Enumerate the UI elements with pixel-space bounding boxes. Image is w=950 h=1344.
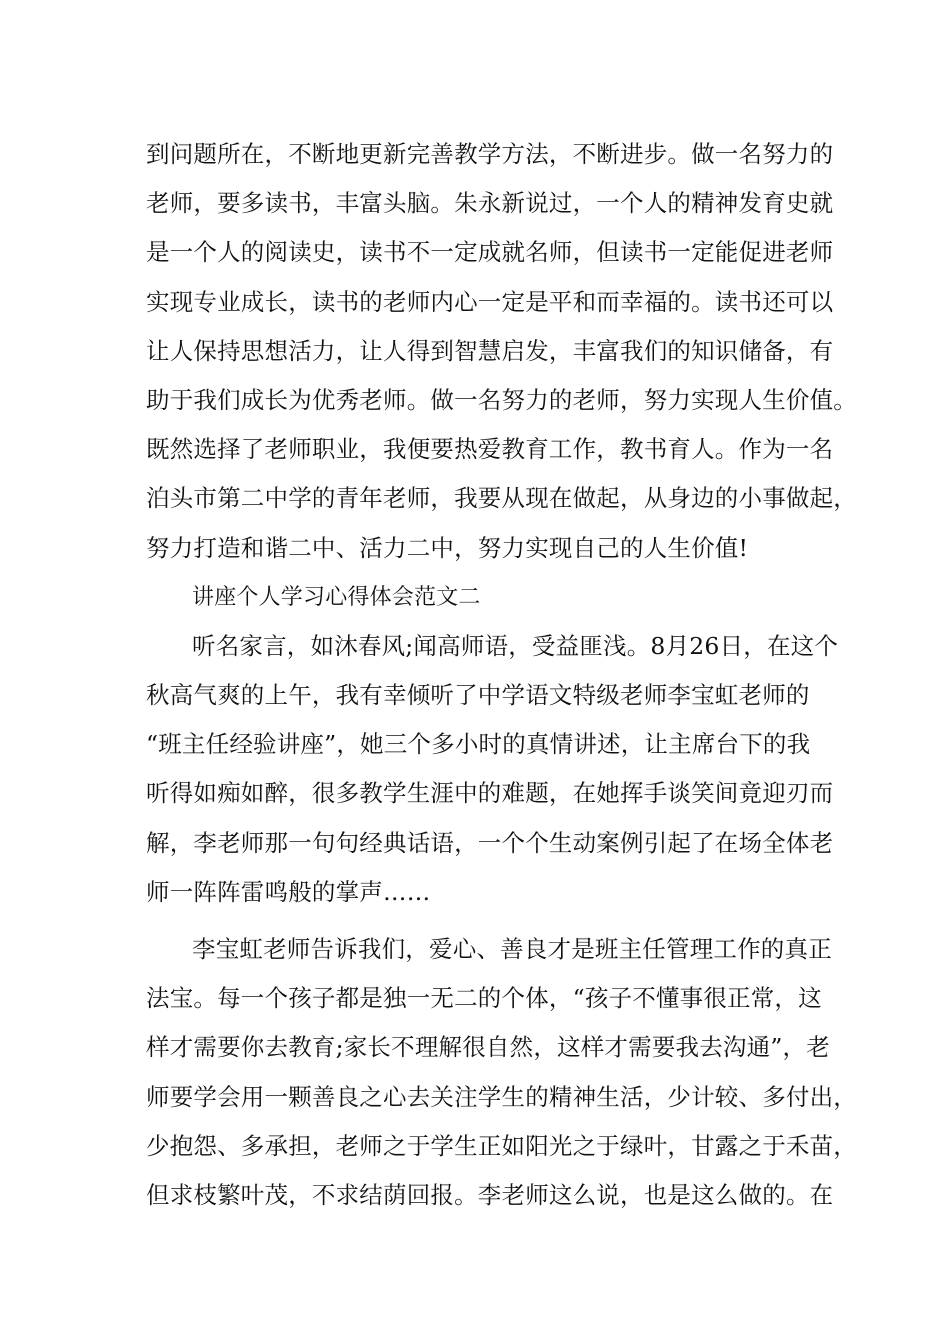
paragraph-3-line: 但求枝繁叶茂，不求结荫回报。李老师这么说，也是这么做的。在 bbox=[146, 1180, 834, 1209]
paragraph-2-line: 秋高气爽的上午，我有幸倾听了中学语文特级老师李宝虹老师的 bbox=[146, 681, 810, 710]
paragraph-3-line: 师要学会用一颗善良之心去关注学生的精神生活，少计较、多付出， bbox=[146, 1082, 857, 1111]
paragraph-3-line: 法宝。每一个孩子都是独一无二的个体，“孩子不懂事很正常，这 bbox=[146, 984, 822, 1013]
paragraph-1-line: 泊头市第二中学的青年老师，我要从现在做起，从身边的小事做起， bbox=[146, 484, 857, 513]
paragraph-1-line: 老师，要多读书，丰富头脑。朱永新说过，一个人的精神发育史就 bbox=[146, 189, 834, 218]
paragraph-3-line: 李宝虹老师告诉我们，爱心、善良才是班主任管理工作的真正 bbox=[192, 935, 832, 963]
paragraph-2-line: 师一阵阵雷鸣般的掌声…… bbox=[146, 877, 431, 906]
paragraph-3-line: 少抱怨、多承担，老师之于学生正如阳光之于绿叶，甘露之于禾苗， bbox=[146, 1131, 857, 1160]
paragraph-gap bbox=[146, 917, 826, 925]
paragraph-1-line: 让人保持思想活力，让人得到智慧启发，丰富我们的知识储备，有 bbox=[146, 336, 834, 365]
paragraph-2-line: “班主任经验讲座”，她三个多小时的真情讲述，让主席台下的我 bbox=[146, 730, 811, 759]
document-body bbox=[146, 130, 857, 1220]
paragraph-2-line: 听得如痴如醉，很多教学生涯中的难题，在她挥手谈笑间竟迎刃而 bbox=[146, 779, 834, 808]
paragraph-1-line: 是一个人的阅读史，读书不一定成就名师，但读书一定能促进老师 bbox=[146, 238, 834, 267]
paragraph-2-line: 听名家言，如沐春风;闻高师语，受益匪浅。8月26日，在这个 bbox=[192, 631, 839, 660]
paragraph-3-line: 样才需要你去教育;家长不理解很自然，这样才需要我去沟通”，老 bbox=[146, 1033, 830, 1062]
paragraph-2-line: 解，李老师那一句句经典话语，一个个生动案例引起了在场全体老 bbox=[146, 828, 834, 857]
paragraph-1-line: 努力打造和谐二中、活力二中，努力实现自己的人生价值! bbox=[146, 533, 749, 562]
paragraph-1-line: 实现专业成长，读书的老师内心一定是平和而幸福的。读书还可以 bbox=[146, 287, 834, 316]
paragraph-1-line: 到问题所在，不断地更新完善教学方法，不断进步。做一名努力的 bbox=[146, 140, 834, 168]
paragraph-1-line: 助于我们成长为优秀老师。做一名努力的老师，努力实现人生价值。 bbox=[146, 385, 857, 414]
paragraph-1-line: 既然选择了老师职业，我便要热爱教育工作，教书育人。作为一名 bbox=[146, 435, 834, 464]
section-heading: 讲座个人学习心得体会范文二 bbox=[192, 584, 481, 610]
